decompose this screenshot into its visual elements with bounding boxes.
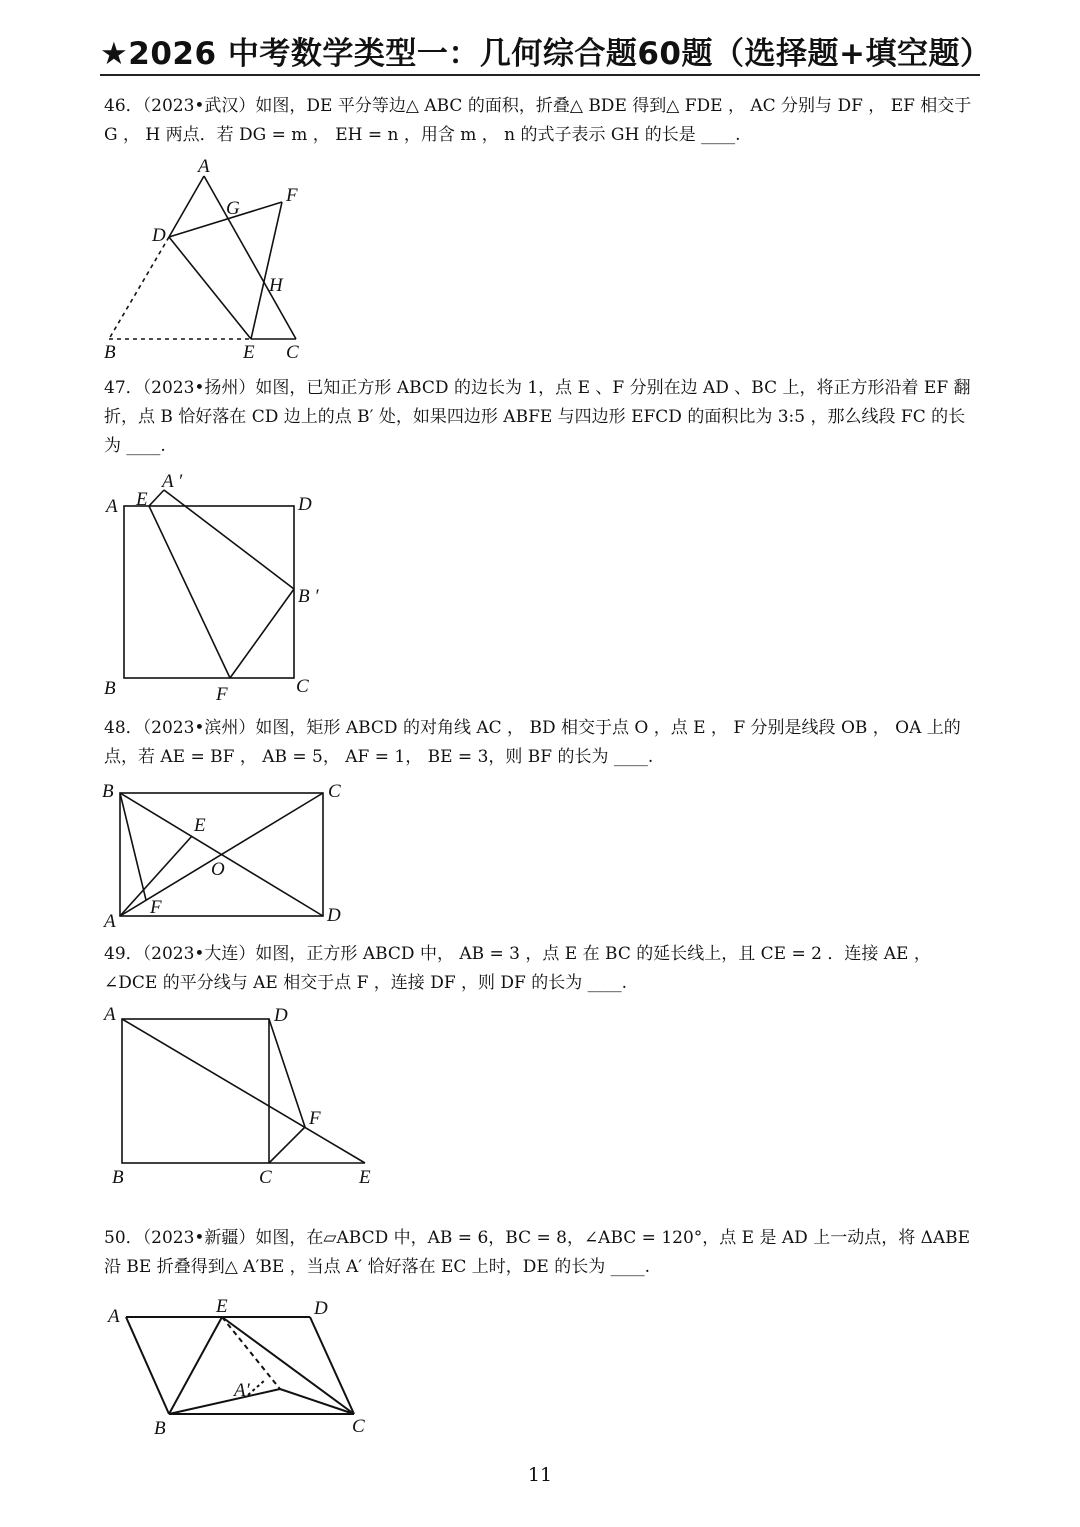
figure-46: [100, 152, 320, 367]
label-D: D: [298, 494, 312, 515]
figure-47: [100, 462, 340, 707]
label-H: H: [269, 275, 283, 296]
label-B: B: [102, 781, 114, 802]
figure-49: [100, 1000, 390, 1190]
label-E: E: [243, 342, 255, 363]
problem-46-text: 46．（2023•武汉）如图，DE 平分等边△ ABC 的面积，折叠△ BDE 得到△ FDE ， AC 分别与 DF ， EF 相交于 G ， H 两点．若 DG = m ， EH = n ，用含 m ， n 的式子表示 GH 的长是 ____.: [104, 96, 972, 145]
figure-50: [100, 1290, 390, 1440]
label-C: C: [352, 1416, 365, 1437]
label-A: A: [106, 496, 118, 517]
problem-47: [104, 374, 980, 461]
label-B-prime: B ′: [298, 586, 319, 607]
label-A: A: [104, 911, 116, 932]
label-B: B: [104, 342, 116, 363]
label-D: D: [152, 225, 166, 246]
label-A: A: [198, 156, 210, 177]
label-E: E: [216, 1296, 228, 1317]
label-C: C: [286, 342, 299, 363]
problem-48: [104, 714, 980, 772]
label-F: F: [216, 684, 228, 705]
label-D: D: [314, 1298, 328, 1319]
label-C: C: [259, 1167, 272, 1188]
label-B: B: [112, 1167, 124, 1188]
label-E: E: [136, 489, 148, 510]
label-F: F: [150, 897, 162, 918]
label-A: A: [104, 1004, 116, 1025]
page-number: 11: [527, 1464, 553, 1486]
label-G: G: [226, 198, 240, 219]
label-O: O: [211, 859, 225, 880]
problem-50-text: 50．（2023•新疆）如图，在▱ABCD 中，AB = 6，BC = 8，∠ABC = 120°，点 E 是 AD 上一动点，将 ΔABE 沿 BE 折叠得到△ A′BE ，当点 A′ 恰好落在 EC 上时，DE 的长为 ____.: [104, 1228, 971, 1277]
header-rule: [100, 74, 980, 76]
label-E: E: [194, 815, 206, 836]
problem-47-text: 47．（2023•扬州）如图，已知正方形 ABCD 的边长为 1，点 E 、F 分别在边 AD 、BC 上，将正方形沿着 EF 翻折，点 B 恰好落在 CD 边上的点 B′ 处，如果四边形 ABFE 与四边形 EFCD 的面积比为 3:5 ，那么线段 FC 的长为 ____.: [104, 378, 971, 456]
figure-48: [100, 775, 360, 935]
label-A-prime: A ′: [162, 471, 183, 492]
label-E: E: [359, 1167, 371, 1188]
label-D: D: [274, 1005, 288, 1026]
label-A: A: [108, 1306, 120, 1327]
problem-49: [104, 940, 980, 998]
label-B: B: [154, 1418, 166, 1439]
label-B: B: [104, 678, 116, 699]
problem-49-text: 49．（2023•大连）如图，正方形 ABCD 中， AB = 3 ，点 E 在 BC 的延长线上，且 CE = 2 ．连接 AE ， ∠DCE 的平分线与 AE 相交于点 F ，连接 DF ，则 DF 的长为 ____.: [104, 944, 931, 993]
problem-50: [104, 1224, 980, 1282]
label-D: D: [327, 905, 341, 926]
label-A-prime: A′: [234, 1380, 250, 1401]
label-F: F: [286, 185, 298, 206]
label-C: C: [296, 676, 309, 697]
label-C: C: [328, 781, 341, 802]
problem-48-text: 48．（2023•滨州）如图，矩形 ABCD 的对角线 AC ， BD 相交于点 O ，点 E ， F 分别是线段 OB ， OA 上的点，若 AE = BF ， AB = 5， AF = 1， BE = 3，则 BF 的长为 ____.: [104, 718, 961, 767]
document-title: ★2026 中考数学类型一：几何综合题60题（选择题+填空题）: [100, 36, 992, 72]
label-F: F: [309, 1108, 321, 1129]
problem-46: [104, 92, 980, 150]
